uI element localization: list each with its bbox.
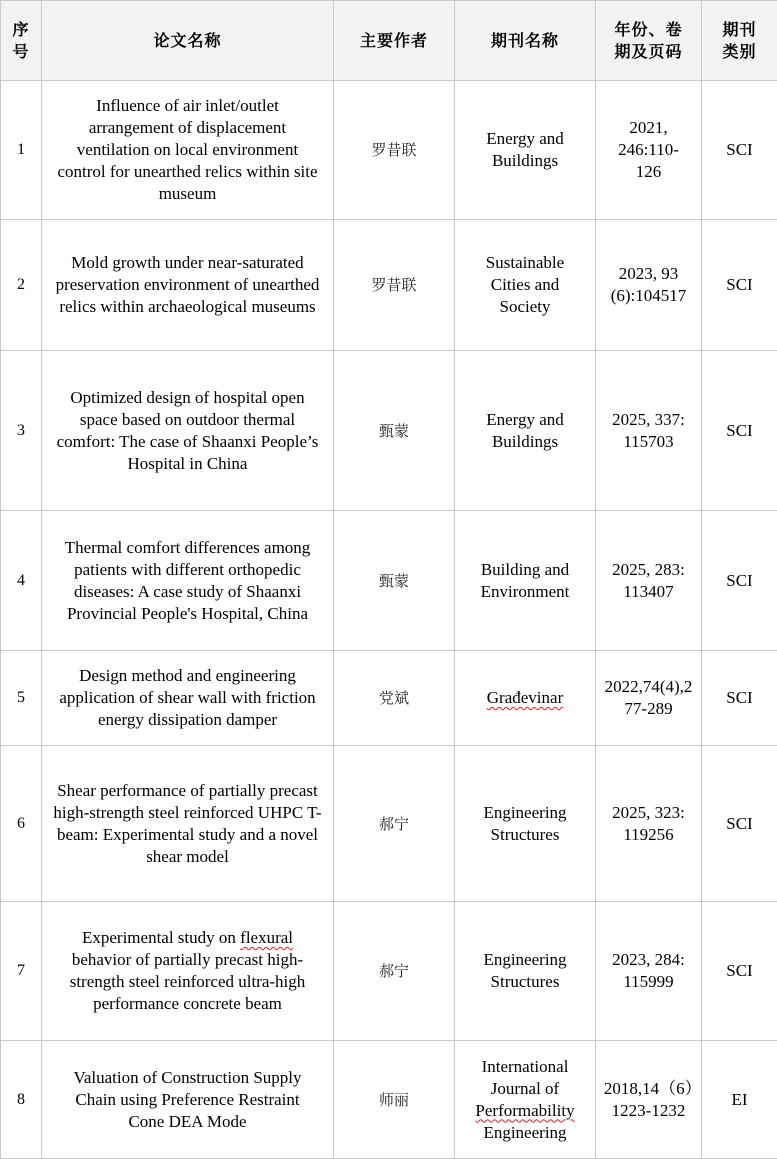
row-index: 6	[1, 746, 42, 902]
journal: Energy and Buildings	[455, 81, 596, 220]
author: 师丽	[334, 1041, 455, 1159]
pub-info: 2023, 284: 115999	[596, 902, 702, 1041]
category: SCI	[702, 651, 777, 746]
journal-flagged-word: Performability	[475, 1101, 574, 1120]
pub-info: 2025, 283: 113407	[596, 511, 702, 651]
header-title: 论文名称	[42, 1, 334, 81]
category: SCI	[702, 351, 777, 511]
journal	[455, 651, 596, 746]
header-journal: 期刊名称	[455, 1, 596, 81]
category: SCI	[702, 902, 777, 1041]
table-row	[1, 511, 777, 651]
header-category: 期刊类别	[702, 1, 777, 81]
paper-title-flagged-word: flexural	[240, 928, 293, 947]
table-row	[1, 746, 777, 902]
author: 罗昔联	[334, 220, 455, 351]
author: 罗昔联	[334, 81, 455, 220]
author: 甄蒙	[334, 351, 455, 511]
table-row	[1, 651, 777, 746]
author: 党斌	[334, 651, 455, 746]
pub-info: 2021, 246:110-126	[596, 81, 702, 220]
pub-info: 2025, 323: 119256	[596, 746, 702, 902]
journal: Engineering Structures	[455, 902, 596, 1041]
paper-title: Influence of air inlet/outlet arrangement of displacement ventilation on local environment control for unearthed relics within site museum	[42, 81, 334, 220]
category: SCI	[702, 746, 777, 902]
journal-name: Građevinar	[487, 688, 563, 707]
table-row	[1, 81, 777, 220]
paper-title: Mold growth under near-saturated preservation environment of unearthed relics within archaeological museums	[42, 220, 334, 351]
table-row	[1, 220, 777, 351]
row-index: 2	[1, 220, 42, 351]
paper-title	[42, 902, 334, 1041]
header-index: 序号	[1, 1, 42, 81]
table-row	[1, 1041, 777, 1159]
row-index: 3	[1, 351, 42, 511]
header-pub: 年份、卷期及页码	[596, 1, 702, 81]
row-index: 5	[1, 651, 42, 746]
category: SCI	[702, 511, 777, 651]
journal: Building and Environment	[455, 511, 596, 651]
author: 甄蒙	[334, 511, 455, 651]
row-index: 7	[1, 902, 42, 1041]
header-author: 主要作者	[334, 1, 455, 81]
row-index: 4	[1, 511, 42, 651]
author: 郝宁	[334, 902, 455, 1041]
journal	[455, 1041, 596, 1159]
paper-title: Thermal comfort differences among patients with different orthopedic diseases: A case study of Shaanxi Provincial People's Hospital, China	[42, 511, 334, 651]
category: SCI	[702, 81, 777, 220]
journal-part: International Journal of	[482, 1057, 569, 1098]
paper-title: Shear performance of partially precast high-strength steel reinforced UHPC T-beam: Experimental study and a novel shear model	[42, 746, 334, 902]
header-row	[1, 1, 777, 81]
pub-info: 2022,74(4),277-289	[596, 651, 702, 746]
row-index: 8	[1, 1041, 42, 1159]
paper-title: Optimized design of hospital open space based on outdoor thermal comfort: The case of Shaanxi People’s Hospital in China	[42, 351, 334, 511]
journal: Energy and Buildings	[455, 351, 596, 511]
author: 郝宁	[334, 746, 455, 902]
journal-part: Engineering	[483, 1123, 566, 1142]
row-index: 1	[1, 81, 42, 220]
category: EI	[702, 1041, 777, 1159]
pub-info: 2018,14（6）1223-1232	[596, 1041, 702, 1159]
table-row	[1, 351, 777, 511]
pub-info: 2025, 337: 115703	[596, 351, 702, 511]
paper-title: Valuation of Construction Supply Chain using Preference Restraint Cone DEA Mode	[42, 1041, 334, 1159]
pub-info: 2023, 93(6):104517	[596, 220, 702, 351]
journal: Engineering Structures	[455, 746, 596, 902]
journal: Sustainable Cities and Society	[455, 220, 596, 351]
paper-title: Design method and engineering application of shear wall with friction energy dissipation damper	[42, 651, 334, 746]
table-row	[1, 902, 777, 1041]
paper-title-part: Experimental study on	[82, 928, 240, 947]
paper-title-part: behavior of partially precast high-strength steel reinforced ultra-high performance concrete beam	[70, 950, 306, 1013]
category: SCI	[702, 220, 777, 351]
